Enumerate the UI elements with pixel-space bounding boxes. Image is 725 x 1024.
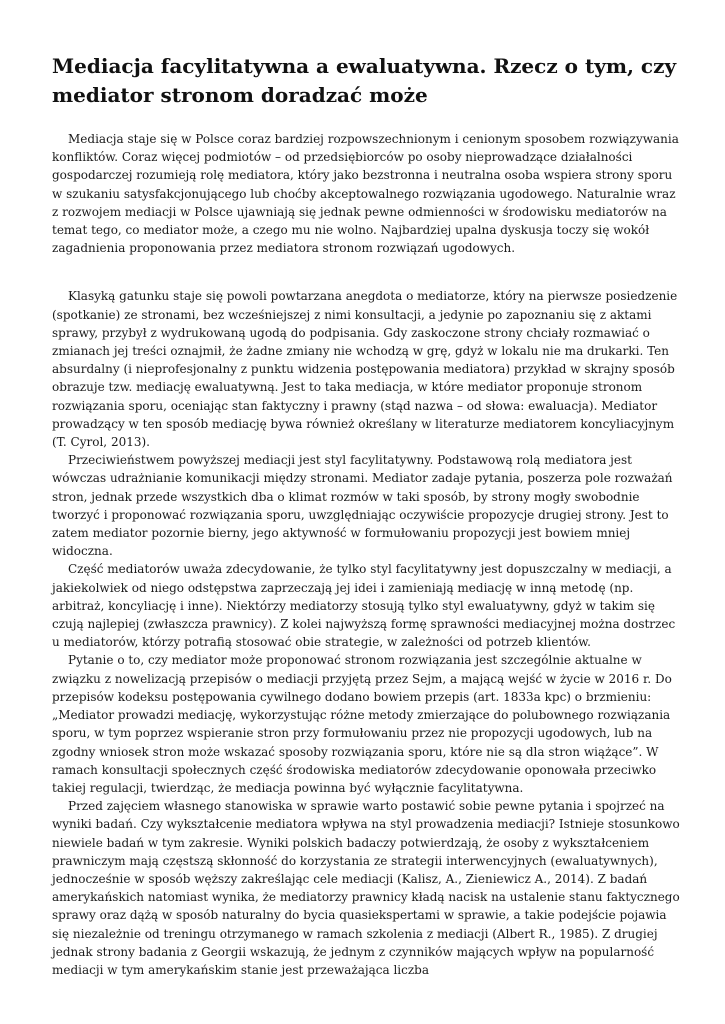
paragraph-mediator-views: Część mediatorów uważa zdecydowanie, że tylko styl facylitatywny jest dopuszczalny w mediacji, a jakiekolwiek od niego odstępstwa zaprzeczają jej idei i zamieniają mediację w inną metodę (np. arbitraż, koncyliację i inne). Niektórzy mediatorzy stosują tylko styl ewaluatywny, gdyż w takim się czują najlepiej (zwłaszcza prawnicy). Z kolei najwyższą formę sprawności mediacyjnej można dostrzec u mediatorów, którzy potrafią stosować obie strategie, w zależności od potrzeb klientów.: [52, 562, 676, 650]
paragraph-facilitative: Przeciwieństwem powyższej mediacji jest styl facylitatywny. Podstawową rolą mediatora jest wówczas udrażnianie komunikacji między stronami. Mediator zadaje pytania, poszerza pole rozważań stron, jednak przede wszystkich dba o klimat rozmów w taki sposób, by strony mogły swobodnie tworzyć i proponować rozwiązania sporu, uwzględniając oczywiście propozycje drugiej strony. Jest to zatem mediator pozornie bierny, jego aktywność w formułowaniu propozycji jest bowiem mniej widoczna.: [52, 453, 673, 559]
paragraph-regulation: Pytanie o to, czy mediator może proponować stronom rozwiązania jest szczególnie aktualne w związku z nowelizacją przepisów o mediacji przyjętą przez Sejm, a mającą wejść w życie w 2016 r. Do przepisów kodeksu postępowania cywilnego dodano bowiem przepis (art. 1833a kpc) o brzmieniu: „Mediator prowadzi mediację, wykorzystując różne metody zmierzające do polubownego rozwiązania sporu, w tym poprzez wspieranie stron przy formułowaniu przez nie propozycji ugodowych, lub na zgodny wniosek stron może wskazać sposoby rozwiązania sporu, które nie są dla stron wiążące”. W ramach konsultacji społecznych część środowiska mediatorów zdecydowanie oponowała przeciwko takiej regulacji, twierdząc, że mediacja powinna być wyłącznie facylitatywna.: [52, 653, 672, 795]
paragraph-research: Przed zajęciem własnego stanowiska w sprawie warto postawić sobie pewne pytania i spojrzeć na wyniki badań. Czy wykształcenie mediatora wpływa na styl prowadzenia mediacji? Istnieje stosunkowo niewiele badań w tym zakresie. Wyniki polskich badaczy potwierdzają, że osoby z wykształceniem prawniczym mają częstszą skłonność do korzystania ze strategii interwencyjnych (ewaluatywnych), jednocześnie w sposób węższy zakreślając cele mediacji (Kalisz, A., Zieniewicz A., 2014). Z badań amerykańskich natomiast wynika, że mediatorzy prawnicy kładą nacisk na ustalenie stanu faktycznego sprawy oraz dążą w sposób naturalny do bycia quasiekspertami w sprawie, a takie podejście pojawia się niezależnie od treningu otrzymanego w ramach szkolenia z mediacji (Albert R., 1985). Z drugiej jednak strony badania z Georgii wskazują, że jednym z czynników mających wpływ na popularność mediacji w tym amerykańskim stanie jest przeważająca liczba: [52, 799, 680, 977]
article: [52, 52, 684, 979]
paragraph-evaluative: Klasyką gatunku staje się powoli powtarzana anegdota o mediatorze, który na pierwsze posiedzenie (spotkanie) ze stronami, bez wcześniejszej z nimi konsultacji, a jedynie po zapoznaniu się z aktami sprawy, przybył z wydrukowaną ugodą do podpisania. Gdy zaskoczone strony chciały rozmawiać o zmianach jej treści oznajmił, że żadne zmiany nie wchodzą w grę, gdyż w lokalu nie ma drukarki. Ten absurdalny (i nieprofesjonalny z punktu widzenia postępowania mediatora) przykład w skrajny sposób obrazuje tzw. mediację ewaluatywną. Jest to taka mediacja, w które mediator proponuje stronom rozwiązania sporu, oceniając stan faktyczny i prawny (stąd nazwa – od słowa: ewaluacja). Mediator prowadzący w ten sposób mediację bywa również określany w literaturze mediatorem koncyliacyjnym (T. Cyrol, 2013).: [52, 289, 678, 450]
paragraph-intro: Mediacja staje się w Polsce coraz bardziej rozpowszechnionym i cenionym sposobem rozwiązywania konfliktów. Coraz więcej podmiotów – od przedsiębiorców po osoby nieprowadzące działalności gospodarczej rozumieją rolę mediatora, który jako bezstronna i neutralna osoba wspiera strony sporu w szukaniu satysfakcjonującego lub choćby akceptowalnego rozwiązania ugodowego. Naturalnie wraz z rozwojem mediacji w Polsce ujawniają się jednak pewne odmienności w środowisku mediatorów na temat tego, co mediator może, a czego mu nie wolno. Najbardziej upalna dyskusja toczy się wokół zagadnienia proponowania przez mediatora stronom rozwiązań ugodowych.: [52, 132, 679, 256]
article-body: [52, 130, 684, 979]
article-title: Mediacja facylitatywna a ewaluatywna. Rzecz o tym, czy mediator stronom doradzać może: [52, 54, 677, 107]
